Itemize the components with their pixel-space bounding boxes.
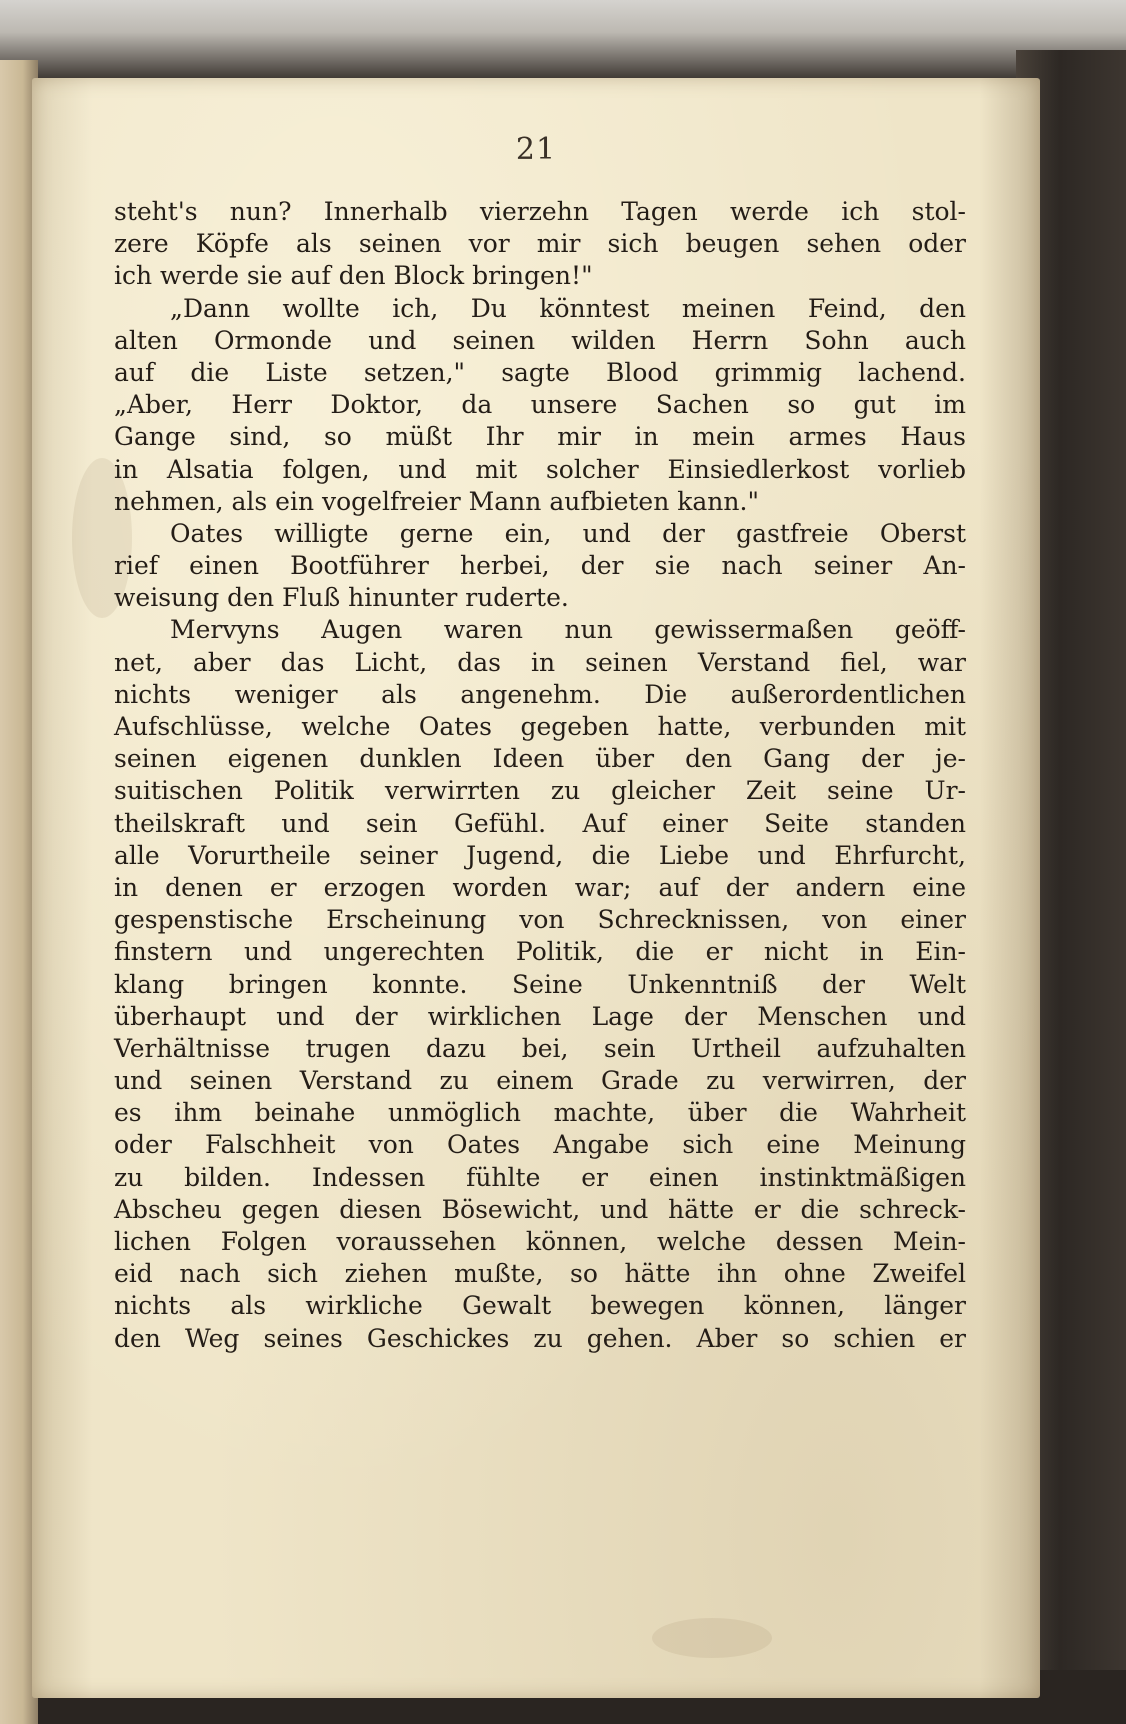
text-line: überhaupt und der wirklichen Lage der Menschen und — [114, 1001, 966, 1031]
book-page — [32, 78, 1040, 1698]
text-line: seinen eigenen dunklen Ideen über den Gang der je- — [114, 744, 966, 774]
text-line: und seinen Verstand zu einem Grade zu verwirren, der — [114, 1066, 966, 1096]
text-line: suitischen Politik verwirrten zu gleicher Zeit seine Ur- — [114, 776, 966, 806]
text-line: rief einen Bootführer herbei, der sie nach seiner An- — [114, 551, 966, 581]
text-line: Mervyns Augen waren nun gewissermaßen geöff- — [170, 615, 966, 645]
text-line: gespenstische Erscheinung von Schrecknissen, von einer — [114, 905, 966, 935]
text-line: den Weg seines Geschickes zu gehen. Aber so schien er — [114, 1323, 966, 1353]
text-line: weisung den Fluß hinunter ruderte. — [114, 583, 569, 613]
text-line: finstern und ungerechten Politik, die er nicht in Ein- — [114, 937, 966, 967]
text-line: theilskraft und sein Gefühl. Auf einer Seite standen — [114, 808, 966, 838]
text-line: „Aber, Herr Doktor, da unsere Sachen so gut im — [114, 390, 966, 420]
text-line: nehmen, als ein vogelfreier Mann aufbieten kann." — [114, 486, 759, 516]
text-line: ich werde sie auf den Block bringen!" — [114, 261, 593, 291]
text-line: zu bilden. Indessen fühlte er einen instinktmäßigen — [114, 1162, 966, 1192]
page-number: 21 — [515, 132, 557, 167]
text-line: eid nach sich ziehen mußte, so hätte ihn ohne Zweifel — [114, 1259, 966, 1289]
text-line: auf die Liste setzen," sagte Blood grimmig lachend. — [114, 357, 966, 387]
text-line: lichen Folgen voraussehen können, welche dessen Mein- — [114, 1227, 966, 1256]
text-line: es ihm beinahe unmöglich machte, über die Wahrheit — [114, 1098, 966, 1128]
text-line: steht's nun? Innerhalb vierzehn Tagen werde ich stol- — [114, 197, 966, 226]
text-line: klang bringen konnte. Seine Unkenntniß der Welt — [114, 969, 966, 999]
text-line: Verhältnisse trugen dazu bei, sein Urtheil aufzuhalten — [114, 1033, 966, 1063]
text-line: in denen er erzogen worden war; auf der andern eine — [114, 872, 966, 902]
book-cover-top-edge — [0, 0, 1126, 80]
text-line: alten Ormonde und seinen wilden Herrn Sohn auch — [114, 325, 966, 355]
text-line: „Dann wollte ich, Du könntest meinen Feind, den — [170, 293, 966, 323]
text-line: Abscheu gegen diesen Bösewicht, und hätte er die schreck- — [114, 1194, 966, 1224]
text-line: Gange sind, so müßt Ihr mir in mein armes Haus — [114, 422, 966, 452]
text-line: oder Falschheit von Oates Angabe sich eine Meinung — [114, 1130, 966, 1160]
text-line: net, aber das Licht, das in seinen Verstand fiel, war — [114, 647, 966, 677]
text-line: in Alsatia folgen, und mit solcher Einsiedlerkost vorlieb — [114, 454, 966, 484]
text-line: alle Vorurtheile seiner Jugend, die Liebe und Ehrfurcht, — [114, 840, 966, 870]
paper-stain — [652, 1618, 772, 1658]
text-line: nichts als wirkliche Gewalt bewegen können, länger — [114, 1291, 966, 1321]
text-line: Aufschlüsse, welche Oates gegeben hatte, verbunden mit — [114, 712, 966, 741]
body-text — [114, 196, 966, 1355]
text-line: nichts weniger als angenehm. Die außerordentlichen — [114, 679, 966, 709]
text-line: Oates willigte gerne ein, und der gastfreie Oberst — [170, 518, 966, 548]
text-line: zere Köpfe als seinen vor mir sich beugen sehen oder — [114, 229, 966, 259]
